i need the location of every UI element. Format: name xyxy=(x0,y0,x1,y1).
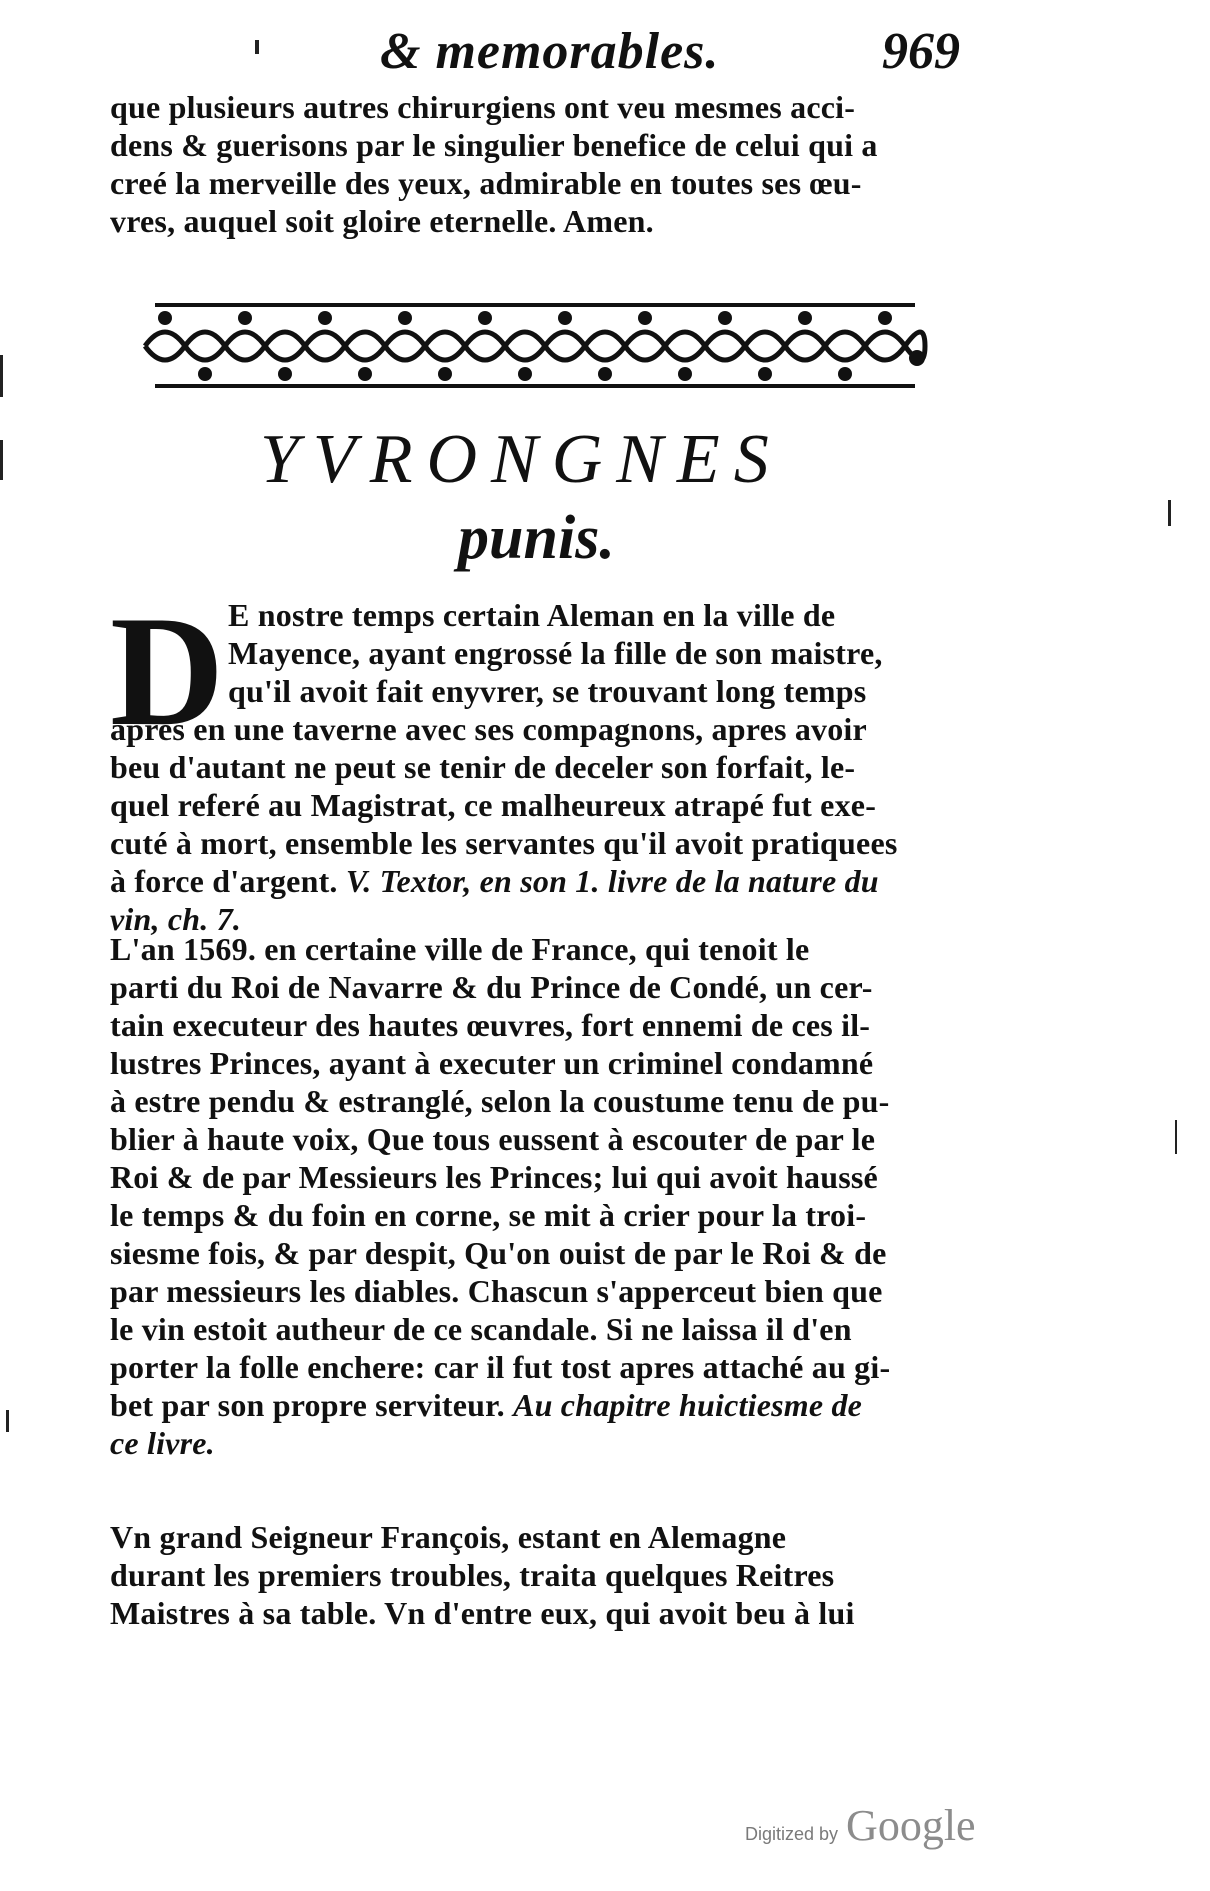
paragraph-3 xyxy=(110,1518,960,1632)
scan-mark xyxy=(6,1410,9,1432)
citation: vin, ch. 7. xyxy=(110,901,242,937)
text-line: que plusieurs autres chirurgiens ont veu mesmes acci- xyxy=(110,89,856,125)
paragraph-2 xyxy=(110,930,960,1462)
text-fragment: bet par son propre serviteur. xyxy=(110,1387,505,1423)
digitized-label: Digitized by xyxy=(745,1824,839,1844)
text-line: Roi & de par Messieurs les Princes; lui qui avoit haussé xyxy=(110,1159,878,1195)
ornament-band xyxy=(135,298,935,393)
text-line: siesme fois, & par despit, Qu'on ouist de par le Roi & de xyxy=(110,1235,887,1271)
text-line: creé la merveille des yeux, admirable en toutes ses œu- xyxy=(110,165,862,201)
scan-mark xyxy=(1175,1120,1177,1154)
text-line: par messieurs les diables. Chascun s'apperceut bien que xyxy=(110,1273,883,1309)
text-line: durant les premiers troubles, traita quelques Reitres xyxy=(110,1557,835,1593)
text-line xyxy=(110,862,960,900)
text-line: dens & guerisons par le singulier benefice de celui qui a xyxy=(110,127,878,163)
text-line: vres, auquel soit gloire eternelle. Amen. xyxy=(110,203,654,239)
text-line: le temps & du foin en corne, se mit à crier pour la troi- xyxy=(110,1197,867,1233)
page-number: 969 xyxy=(882,23,960,80)
chapter-title: YVRONGNES xyxy=(260,421,783,498)
text-line: lustres Princes, ayant à executer un criminel condamné xyxy=(110,1045,874,1081)
scan-mark xyxy=(1168,500,1171,526)
text-line xyxy=(110,1386,960,1424)
text-line: qu'il avoit fait enyvrer, se trouvant long temps xyxy=(228,673,867,709)
text-line: Vn grand Seigneur François, estant en Alemagne xyxy=(110,1519,787,1555)
text-line: blier à haute voix, Que tous eussent à escouter de par le xyxy=(110,1121,876,1157)
paragraph-1 xyxy=(110,584,960,938)
drop-cap: D xyxy=(110,584,225,759)
citation: ce livre. xyxy=(110,1425,215,1461)
text-line: parti du Roi de Navarre & du Prince de Condé, un cer- xyxy=(110,969,873,1005)
opening-text xyxy=(110,88,960,240)
text-line: porter la folle enchere: car il fut tost apres attaché au gi- xyxy=(110,1349,891,1385)
text-line: quel referé au Magistrat, ce malheureux atrapé fut exe- xyxy=(110,787,877,823)
scan-mark xyxy=(0,355,3,397)
google-logo: Google xyxy=(846,1801,976,1850)
text-fragment: à force d'argent. xyxy=(110,863,338,899)
citation: Au chapitre huictiesme de xyxy=(513,1387,863,1423)
text-line: L'an 1569. en certaine ville de France, qui tenoit le xyxy=(110,931,810,967)
scan-mark xyxy=(0,440,3,480)
running-head: & memorables. xyxy=(380,23,720,80)
chapter-subtitle: punis. xyxy=(458,504,615,572)
text-line: E nostre temps certain Aleman en la ville de xyxy=(228,597,836,633)
text-line: Maistres à sa table. Vn d'entre eux, qui avoit beu à lui xyxy=(110,1595,855,1631)
text-line: le vin estoit autheur de ce scandale. Si ne laissa il d'en xyxy=(110,1311,852,1347)
text-line: tain executeur des hautes œuvres, fort ennemi de ces il- xyxy=(110,1007,871,1043)
text-line: à estre pendu & estranglé, selon la coustume tenu de pu- xyxy=(110,1083,890,1119)
text-line: Mayence, ayant engrossé la fille de son maistre, xyxy=(228,635,883,671)
text-line: beu d'autant ne peut se tenir de deceler son forfait, le- xyxy=(110,749,856,785)
text-line: cuté à mort, ensemble les servantes qu'il avoit pratiquees xyxy=(110,825,898,861)
digitized-watermark xyxy=(745,1800,976,1851)
text-line: apres en une taverne avec ses compagnons, apres avoir xyxy=(110,711,867,747)
citation: V. Textor, en son 1. livre de la nature du xyxy=(345,863,879,899)
page-header xyxy=(110,14,960,84)
